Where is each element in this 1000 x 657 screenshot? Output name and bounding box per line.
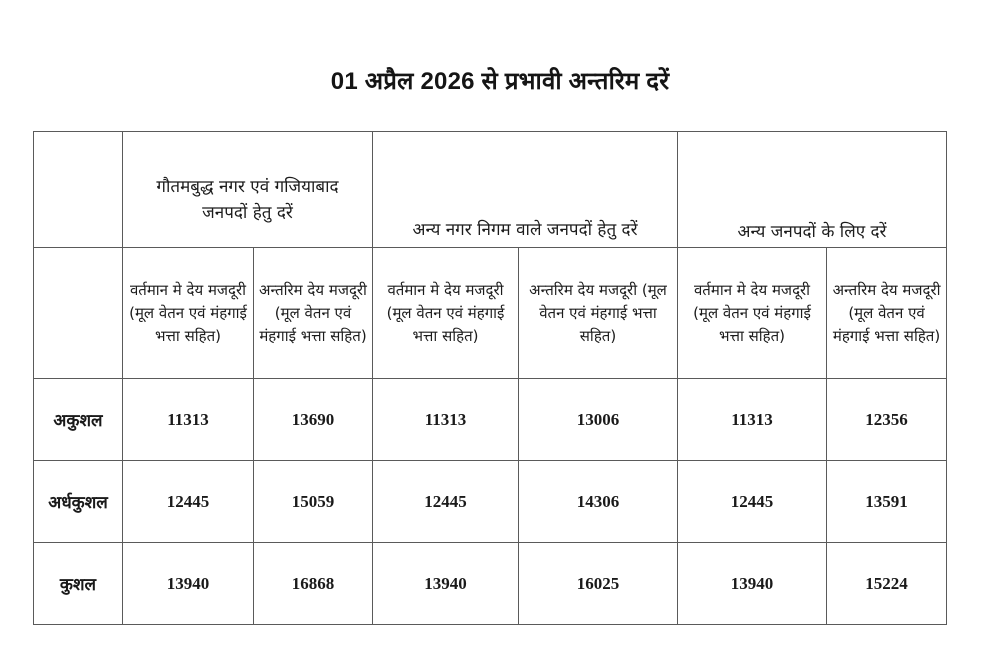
table-cell: 13591 bbox=[827, 461, 947, 543]
row-label-semi-skilled: अर्धकुशल bbox=[34, 461, 123, 543]
subheader-current-wage: वर्तमान मे देय मजदूरी (मूल वेतन एवं मंहगाई भत्ता सहित) bbox=[123, 248, 254, 379]
subheader-corner-cell bbox=[34, 248, 123, 379]
subheader-current-wage: वर्तमान मे देय मजदूरी (मूल वेतन एवं मंहगाई भत्ता सहित) bbox=[678, 248, 827, 379]
table-cell: 15224 bbox=[827, 543, 947, 625]
table-cell: 13690 bbox=[254, 379, 373, 461]
table-cell: 11313 bbox=[678, 379, 827, 461]
table-row bbox=[34, 543, 947, 625]
wage-rates-table bbox=[33, 131, 947, 625]
table-cell: 11313 bbox=[373, 379, 519, 461]
subheader-interim-wage: अन्तरिम देय मजदूरी (मूल वेतन एवं मंहगाई भत्ता सहित) bbox=[827, 248, 947, 379]
table-cell: 14306 bbox=[519, 461, 678, 543]
page-title: 01 अप्रैल 2026 से प्रभावी अन्तरिम दरें bbox=[330, 68, 670, 95]
subheader-current-wage: वर्तमान मे देय मजदूरी (मूल वेतन एवं मंहगाई भत्ता सहित) bbox=[373, 248, 519, 379]
table-row bbox=[34, 379, 947, 461]
group-header-other-nagar-nigam: अन्य नगर निगम वाले जनपदों हेतु दरें bbox=[373, 132, 678, 248]
group-header-other-districts: अन्य जनपदों के लिए दरें bbox=[678, 132, 947, 248]
subheader-row bbox=[34, 248, 947, 379]
table-cell: 16868 bbox=[254, 543, 373, 625]
table-cell: 16025 bbox=[519, 543, 678, 625]
group-header-gautambuddh-ghaziabad: गौतमबुद्ध नगर एवं गजियाबाद जनपदों हेतु दरें bbox=[123, 132, 373, 248]
table-cell: 13940 bbox=[678, 543, 827, 625]
table-cell: 13940 bbox=[123, 543, 254, 625]
row-label-unskilled: अकुशल bbox=[34, 379, 123, 461]
table-cell: 13006 bbox=[519, 379, 678, 461]
table-cell: 12356 bbox=[827, 379, 947, 461]
table-cell: 12445 bbox=[373, 461, 519, 543]
table-cell: 15059 bbox=[254, 461, 373, 543]
table-row bbox=[34, 461, 947, 543]
table-cell: 12445 bbox=[123, 461, 254, 543]
group-header-row bbox=[34, 132, 947, 248]
table-cell: 11313 bbox=[123, 379, 254, 461]
table-cell: 13940 bbox=[373, 543, 519, 625]
table-cell: 12445 bbox=[678, 461, 827, 543]
subheader-interim-wage: अन्तरिम देय मजदूरी (मूल वेतन एवं मंहगाई भत्ता सहित) bbox=[519, 248, 678, 379]
row-label-skilled: कुशल bbox=[34, 543, 123, 625]
subheader-interim-wage: अन्तरिम देय मजदूरी (मूल वेतन एवं मंहगाई भत्ता सहित) bbox=[254, 248, 373, 379]
corner-cell bbox=[34, 132, 123, 248]
